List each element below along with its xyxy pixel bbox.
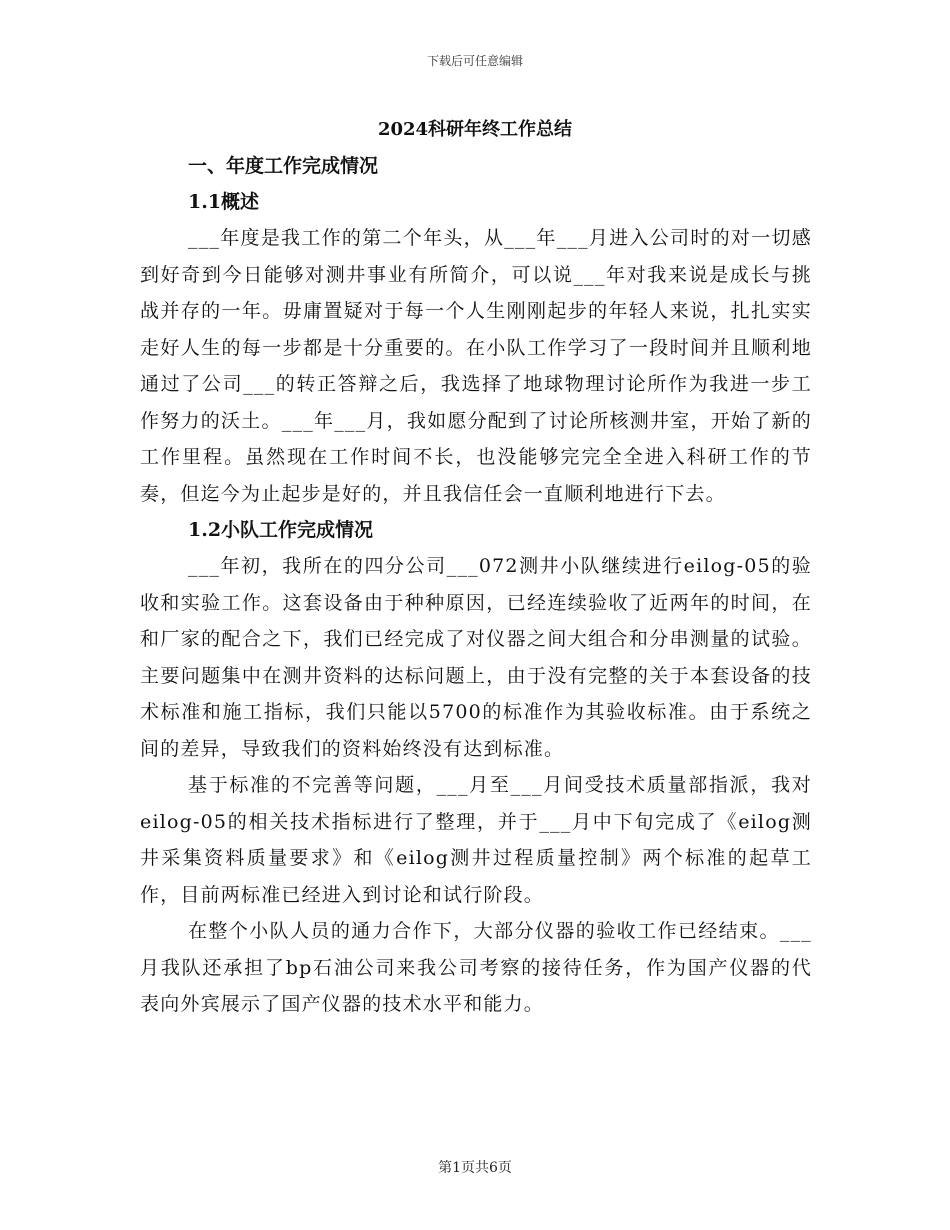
paragraph-team-work-2: 基于标准的不完善等问题，___月至___月间受技术质量部指派，我对eilog-05的相关技术指标进行了整理，并于___月中下旬完成了《eilog测井采集资料质量要求》和《eilog测井过程质量控制》两个标准的起草工作，目前两标准已经进入到讨论和试行阶段。 [140,774,812,906]
subsection-heading-team-work: 1.2小队工作完成情况 [188,519,374,541]
section-heading: 一、年度工作完成情况 [188,155,379,177]
paragraph-team-work-1: ___年初，我所在的四分公司___072测井小队继续进行eilog-05的验收和实验工作。这套设备由于种种原因，已经连续验收了近两年的时间，在和厂家的配合之下，我们已经完成了对仪器之间大组合和分串测量的试验。主要问题集中在测井资料的达标问题上，由于没有完整的关于本套设备的技术标准和施工指标，我们只能以5700的标准作为其验收标准。由于系统之间的差异，导致我们的资料始终没有达到标准。 [140,555,812,760]
header-note: 下载后可任意编辑 [426,54,523,68]
paragraph-team-work-3: 在整个小队人员的通力合作下，大部分仪器的验收工作已经结束。___月我队还承担了bp石油公司来我公司考察的接待任务，作为国产仪器的代表向外宾展示了国产仪器的技术水平和能力。 [140,920,812,1015]
paragraph-overview: ___年度是我工作的第二个年头，从___年___月进入公司时的对一切感到好奇到今日能够对测井事业有所简介，可以说___年对我来说是成长与挑战并存的一年。毋庸置疑对于每一个人生刚刚起步的年轻人来说，扎扎实实走好人生的每一步都是十分重要的。在小队工作学习了一段时间并且顺利地通过了公司___的转正答辩之后，我选择了地球物理讨论所作为我进一步工作努力的沃土。___年___月，我如愿分配到了讨论所核测井室，开始了新的工作里程。虽然现在工作时间不长，也没能够完完全全进入科研工作的节奏，但迄今为止起步是好的，并且我信任会一直顺利地进行下去。 [140,227,812,505]
subsection-heading-overview: 1.1概述 [188,191,260,213]
page-number-footer: 第1页共6页 [438,1160,512,1176]
document-title: 2024科研年终工作总结 [377,119,573,140]
document-body [140,148,812,1023]
